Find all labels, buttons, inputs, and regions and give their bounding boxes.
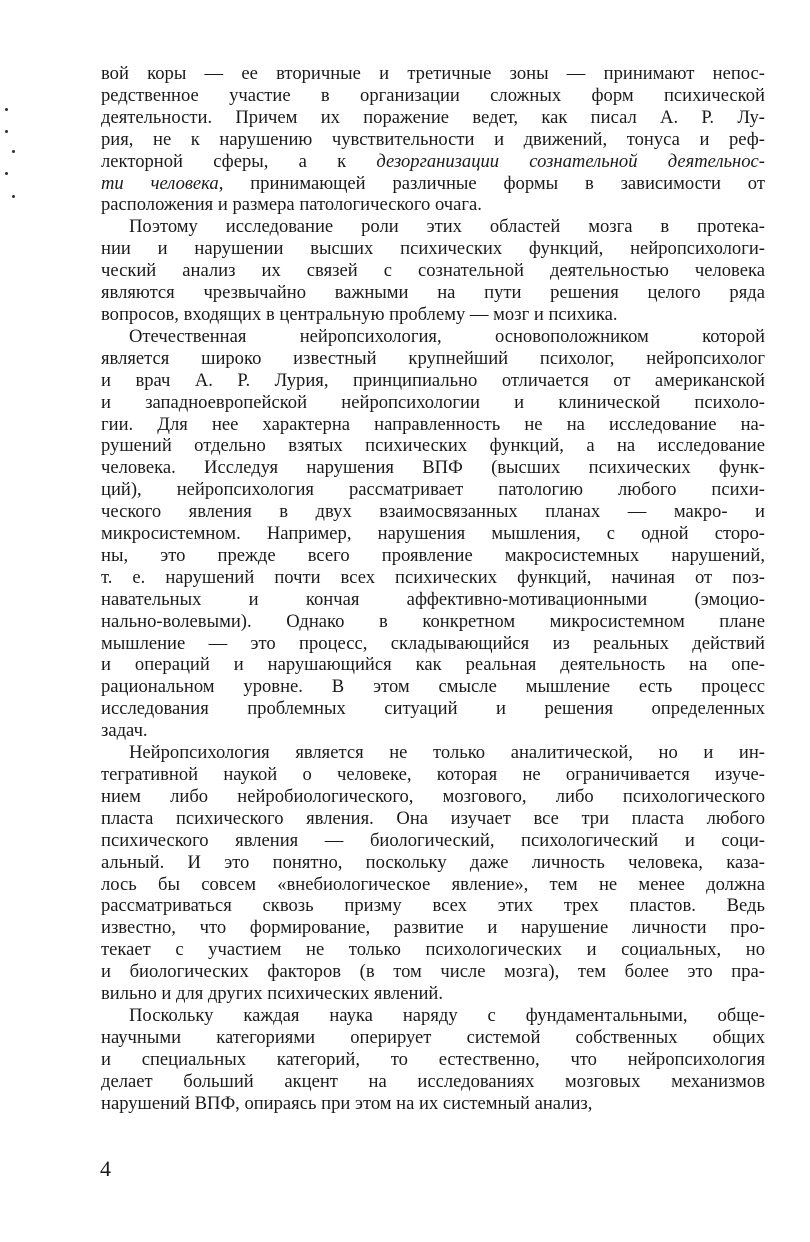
text-line <box>101 852 765 874</box>
line-text: , принимающей различные формы в зависимости от <box>218 172 765 194</box>
line-text: рассматриваться сквозь призму всех этих трех пластов. Ведь <box>101 895 765 917</box>
text-line <box>101 326 765 348</box>
text-line <box>101 523 765 545</box>
text-line <box>101 895 765 917</box>
line-text: делает больший акцент на исследованиях мозговых механизмов <box>101 1070 765 1092</box>
line-text: нии и нарушении высших психических функций, нейропсихологи- <box>101 238 765 260</box>
line-text: мышление — это процесс, складывающийся из реальных действий <box>101 632 765 654</box>
text-line <box>101 720 765 742</box>
line-text: лекторной сферы, а к <box>101 150 377 172</box>
line-text: нием либо нейробиологического, мозгового, либо психологического <box>101 785 765 807</box>
text-line <box>101 348 765 370</box>
line-text: текает с участием не только психологических и социальных, но <box>101 939 765 961</box>
line-text: микросистемном. Например, нарушения мышления, с одной сторо- <box>101 523 765 545</box>
line-text: Отечественная нейропсихология, основоположником которой <box>129 325 765 347</box>
text-line <box>101 1093 765 1115</box>
line-text: расположения и размера патологического очага. <box>101 194 482 216</box>
line-text: вопросов, входящих в центральную проблему — мозг и психика. <box>101 303 618 325</box>
text-line <box>101 1049 765 1071</box>
text-line <box>101 611 765 633</box>
text-line <box>101 479 765 501</box>
text-line <box>101 654 765 676</box>
line-text: нально-волевыми). Однако в конкретном микросистемном плане <box>101 610 765 632</box>
page-body <box>101 63 765 1115</box>
line-text: Поскольку каждая наука наряду с фундаментальными, обще- <box>129 1004 765 1026</box>
text-line <box>101 983 765 1005</box>
page-number: 4 <box>100 1156 111 1181</box>
line-text: рия, не к нарушению чувствительности и движений, тонуса и реф- <box>101 128 765 150</box>
text-line <box>101 501 765 523</box>
text-line <box>101 830 765 852</box>
text-line <box>101 173 765 195</box>
line-text: альный. И это понятно, поскольку даже личность человека, каза- <box>101 851 765 873</box>
line-text: исследования проблемных ситуаций и решения определенных <box>101 698 765 720</box>
text-line <box>101 216 765 238</box>
paragraph <box>101 742 765 1005</box>
text-line <box>101 961 765 983</box>
line-text: вой коры — ее вторичные и третичные зоны — принимают непос- <box>101 63 765 84</box>
text-line <box>101 1005 765 1027</box>
line-text: деятельности. Причем их поражение ведет, как писал А. Р. Лу- <box>101 106 765 128</box>
text-line <box>101 107 765 129</box>
line-text: ны, это прежде всего проявление макросистемных нарушений, <box>101 544 765 566</box>
text-line <box>101 260 765 282</box>
text-line <box>101 238 765 260</box>
paragraph <box>101 1005 765 1115</box>
text-line <box>101 1027 765 1049</box>
line-text: Нейропсихология является не только аналитической, но и ин- <box>129 742 765 764</box>
scan-margin-marks <box>2 100 22 220</box>
line-text: человека. Исследуя нарушения ВПФ (высших психических функ- <box>101 457 765 479</box>
line-text: пласта психического явления. Она изучает все три пласта любого <box>101 807 765 829</box>
text-line <box>101 764 765 786</box>
line-text: задач. <box>101 720 148 742</box>
line-text: нарушений ВПФ, опираясь при этом на их системный анализ, <box>101 1092 593 1114</box>
text-line <box>101 545 765 567</box>
line-text: тегративной наукой о человеке, которая не ограничивается изуче- <box>101 764 765 785</box>
line-text: является широко известный крупнейший психолог, нейропсихолог <box>101 347 765 369</box>
text-line <box>101 917 765 939</box>
text-line <box>101 370 765 392</box>
line-text: гии. Для нее характерна направленность не на исследование на- <box>101 413 765 435</box>
line-text: и биологических факторов (в том числе мозга), тем более это пра- <box>101 961 765 983</box>
line-text: навательных и кончая аффективно-мотивационными (эмоцио- <box>101 588 765 610</box>
text-line <box>101 63 765 85</box>
text-line <box>101 939 765 961</box>
paragraph <box>101 326 765 742</box>
italic-text: дезорганизации сознательной деятельнос- <box>376 150 765 172</box>
text-line <box>101 457 765 479</box>
text-line <box>101 1071 765 1093</box>
line-text: ций), нейропсихология рассматривает патологию любого психи- <box>101 479 765 501</box>
line-text: ческого явления в двух взаимосвязанных планах — макро- и <box>101 501 765 523</box>
line-text: рушений отдельно взятых психических функций, а на исследование <box>101 435 765 457</box>
text-line <box>101 786 765 808</box>
text-line <box>101 676 765 698</box>
text-line <box>101 633 765 655</box>
line-text: и специальных категорий, то естественно, что нейропсихология <box>101 1048 765 1070</box>
line-text: рациональном уровне. В этом смысле мышление есть процесс <box>101 676 765 698</box>
text-line <box>101 808 765 830</box>
line-text: лось бы совсем «внебиологическое явление», тем не менее должна <box>101 873 765 895</box>
line-text: и западноевропейской нейропсихологии и клинической психоло- <box>101 391 765 413</box>
text-line <box>101 742 765 764</box>
line-text: и врач А. Р. Лурия, принципиально отличается от американской <box>101 369 765 391</box>
text-line <box>101 414 765 436</box>
line-text: и операций и нарушающийся как реальная деятельность на опе- <box>101 654 765 676</box>
text-line <box>101 129 765 151</box>
text-line <box>101 567 765 589</box>
paragraph <box>101 216 765 326</box>
text-line <box>101 698 765 720</box>
line-text: ческий анализ их связей с сознательной деятельностью человека <box>101 260 765 282</box>
line-text: известно, что формирование, развитие и нарушение личности про- <box>101 917 765 939</box>
text-line <box>101 589 765 611</box>
text-line <box>101 392 765 414</box>
text-line <box>101 194 765 216</box>
line-text: вильно и для других психических явлений. <box>101 983 444 1005</box>
line-text: научными категориями оперирует системой собственных общих <box>101 1026 765 1048</box>
text-line <box>101 435 765 457</box>
text-line <box>101 304 765 326</box>
text-line <box>101 874 765 896</box>
text-line <box>101 151 765 173</box>
text-line <box>101 85 765 107</box>
text-line <box>101 282 765 304</box>
line-text: являются чрезвычайно важными на пути решения целого ряда <box>101 282 765 304</box>
line-text: редственное участие в организации сложных форм психической <box>101 84 765 106</box>
paragraph <box>101 63 765 216</box>
line-text: т. е. нарушений почти всех психических функций, начиная от поз- <box>101 566 765 588</box>
italic-text: ти человека <box>101 172 219 194</box>
line-text: Поэтому исследование роли этих областей мозга в протека- <box>129 216 765 238</box>
line-text: психического явления — биологический, психологический и соци- <box>101 829 765 851</box>
